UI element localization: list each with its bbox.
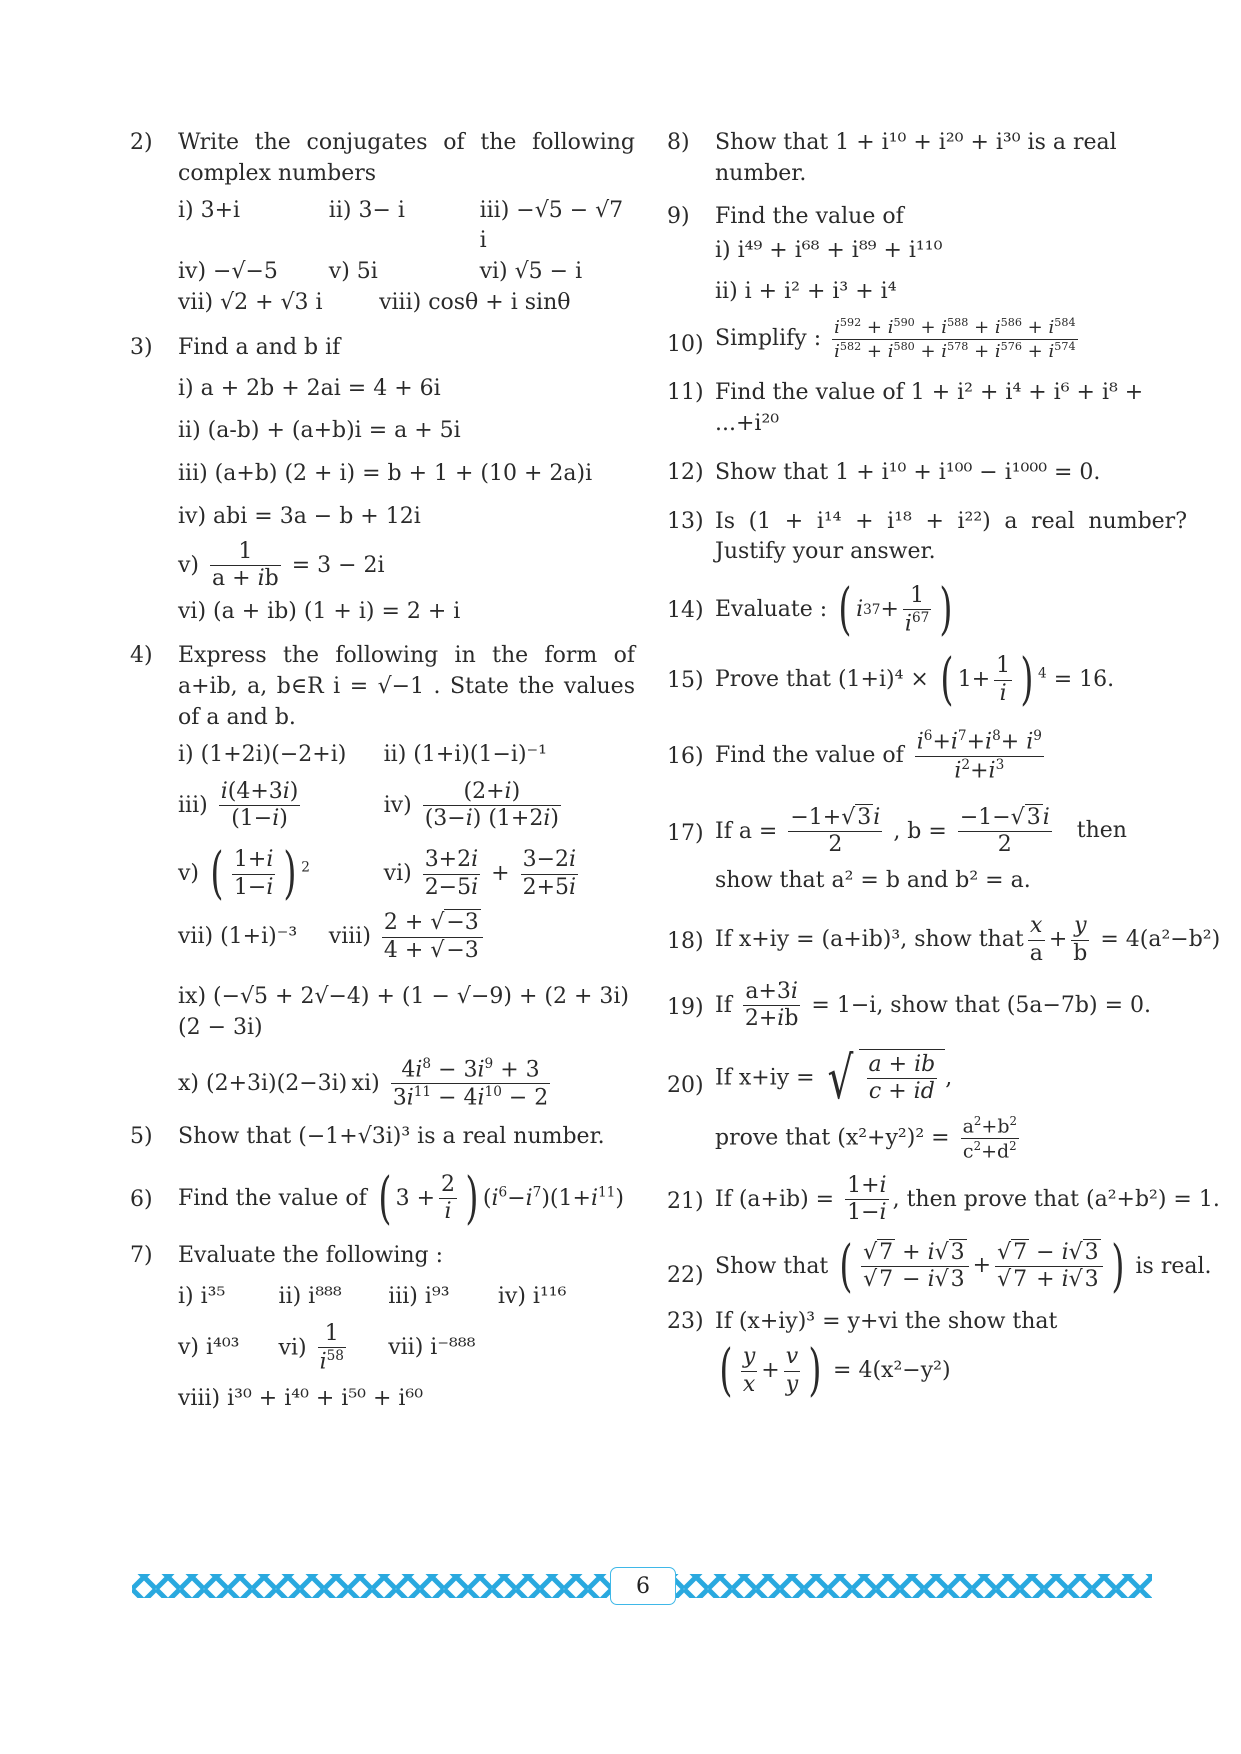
- question-text: Show that: [715, 1253, 829, 1279]
- fraction: $\frac{i^{592} + i^{590} + i^{588} + i^{586} + i^{584}}{i^{582} + i^{580} + i^{578} + i^{576} + i^{574}}$: [834, 315, 1076, 362]
- list-item: xi) $\frac{4i^8 - 3i^9 + 3}{3i^{11} - 4i^{10} - 2}$: [351, 1055, 549, 1111]
- question-text: Write the conjugates of the following complex numbers: [178, 130, 635, 186]
- question-number: 10): [667, 331, 704, 357]
- list-item: vii) √2 + √3 i: [178, 289, 323, 315]
- question-12: [667, 458, 1187, 489]
- question-body: If x+iy = (a+ib)³, show that $\frac{x}{a}$ + $\frac{y}{b}$ = 4(a²−b²): [715, 913, 1221, 966]
- square-root: √ $\frac{a + ib}{c + id}$: [822, 1049, 946, 1108]
- question-text: If a =: [715, 818, 778, 844]
- question-body: [715, 728, 1187, 784]
- question-number: 22): [667, 1262, 704, 1288]
- fraction: $\frac{y}{x}$: [742, 1344, 756, 1397]
- fraction: $\frac{(2+i)}{(3-i) (1+2i)}$: [424, 778, 559, 831]
- question-13: [667, 507, 1187, 569]
- list-item: vi) $\frac{1}{i^{58}}$: [278, 1320, 344, 1375]
- question-text: Show that 1 + i¹⁰ + i²⁰ + i³⁰ is a real number.: [715, 130, 1117, 186]
- question-number: 9): [667, 203, 690, 229]
- question-text: Find the value of: [178, 1185, 367, 1211]
- question-text: Express the following in the form of a+ib, a, b∈R i = √−1 . State the values of a and b.: [178, 643, 635, 730]
- question-text: Is (1 + i¹⁴ + i¹⁸ + i²²) a real number? Justify your answer.: [715, 508, 1187, 565]
- fraction: $\frac{a+3i}{2+ib}$: [744, 978, 799, 1032]
- list-item: ii) i + i² + i³ + i⁴: [715, 279, 897, 305]
- question-text: If (x+iy)³ = y+vi the show that: [715, 1308, 1058, 1334]
- fraction: $\frac{1}{i}$: [996, 653, 1011, 706]
- question-14: [667, 577, 1187, 643]
- question-number: 16): [667, 744, 704, 770]
- fraction: $\frac{y}{b}$: [1073, 913, 1088, 966]
- list-item: ix) (−√5 + 2√−4) + (1 − √−9) + (2 + 3i)(2 − 3i): [178, 984, 629, 1040]
- question-body: Show that ( $\frac{√7 + i√3}{√7 - i√3}$ + $\frac{√7 - i√3}{√7 + i√3}$ ) is real.: [715, 1233, 1212, 1299]
- question-21: [667, 1172, 1220, 1227]
- question-text: If (a+ib) =: [715, 1186, 835, 1212]
- fraction: $\frac{-1+√3i}{2}$: [790, 804, 881, 857]
- list-item: v) i⁴⁰³: [178, 1334, 240, 1360]
- list-item: viii) i³⁰ + i⁴⁰ + i⁵⁰ + i⁶⁰: [178, 1385, 424, 1411]
- list-item: vii) (1+i)⁻³: [178, 923, 298, 949]
- question-body: [715, 316, 1187, 362]
- fraction: $\frac{2}{i}$: [441, 1172, 456, 1225]
- fraction: $\frac{√7 + i√3}{√7 - i√3}$: [861, 1240, 969, 1294]
- question-text: If: [715, 992, 732, 1018]
- question-7: [130, 1241, 635, 1415]
- page-number: 6: [610, 1567, 676, 1605]
- question-number: 2): [130, 130, 153, 155]
- question-body: [715, 805, 1187, 859]
- left-column: [130, 128, 635, 1420]
- fraction: $\frac{v}{y}$: [785, 1344, 799, 1397]
- fraction: $\frac{x}{a}$: [1029, 913, 1043, 966]
- list-item: vi) √5 − i: [479, 259, 583, 285]
- list-item: vii) i⁻⁸⁸⁸: [388, 1334, 476, 1360]
- list-item: i) i⁴⁹ + i⁶⁸ + i⁸⁹ + i¹¹⁰: [715, 238, 943, 264]
- question-number: 11): [667, 380, 704, 406]
- list-item: i) (1+2i)(−2+i): [178, 741, 347, 767]
- conjugate-items: [178, 196, 635, 319]
- form-items-powers: [178, 841, 635, 907]
- fraction: $\frac{3+2i}{2-5i}$: [424, 847, 479, 900]
- question-5: [130, 1122, 635, 1153]
- list-item: i) 3+i: [178, 197, 241, 223]
- list-item: v) $\frac{1}{a + ib}$ = 3 − 2i: [178, 538, 385, 592]
- question-text: Find the value of 1 + i² + i⁴ + i⁶ + i⁸ + ...+i²⁰: [715, 380, 1144, 436]
- question-number: 15): [667, 668, 704, 694]
- equation-rhs: = 16.: [1053, 667, 1115, 693]
- question-2: [130, 128, 635, 319]
- question-19: [667, 979, 1187, 1033]
- equation-rhs: = 4(a²−b²): [1100, 927, 1221, 953]
- fraction: $\frac{√7 - i√3}{√7 + i√3}$: [995, 1240, 1103, 1294]
- question-body: Find the value of ( 3 + $\frac{2}{i}$ ) $(i^6-i^7)(1+i^{11})$: [178, 1165, 624, 1231]
- question-number: 12): [667, 459, 704, 485]
- question-number: 8): [667, 130, 690, 155]
- question-body: [715, 1114, 1187, 1163]
- question-text: Show that 1 + i¹⁰ + i¹⁰⁰ − i¹⁰⁰⁰ = 0.: [715, 459, 1101, 485]
- question-text: Prove that (1+i)⁴ ×: [715, 667, 929, 693]
- question-4: [130, 641, 635, 1112]
- question-number: 17): [667, 820, 704, 846]
- question-number: 23): [667, 1308, 704, 1334]
- question-number: 13): [667, 508, 704, 534]
- question-text: If x+iy =: [715, 1065, 815, 1091]
- question-body: [715, 979, 1187, 1033]
- fraction: $\frac{3-2i}{2+5i}$: [522, 847, 577, 900]
- question-number: 5): [130, 1124, 153, 1150]
- list-item: x) (2+3i)(2−3i): [178, 1070, 348, 1096]
- equation-rhs: = 1−i, show that (5a−7b) = 0.: [811, 992, 1151, 1018]
- fraction: $\frac{i^6+i^7+i^8+ i^9}{i^2+i^3}$: [916, 728, 1042, 784]
- fraction: $\frac{-1-√3i}{2}$: [959, 804, 1050, 857]
- equation-rhs: is real.: [1135, 1253, 1212, 1279]
- question-number: 21): [667, 1188, 704, 1214]
- question-10: [667, 316, 1187, 362]
- question-22: [667, 1233, 1212, 1299]
- list-item: ii) (1+i)(1−i)⁻¹: [383, 741, 547, 767]
- equation-rhs: , then prove that (a²+b²) = 1.: [892, 1186, 1220, 1212]
- list-item: iii) i⁹³: [388, 1283, 450, 1309]
- question-body: Prove that (1+i)⁴ × ( 1+ $\frac{1}{i}$ ) $^4$ = 16.: [715, 647, 1115, 713]
- list-item: iii) $\frac{i(4+3i)}{(1-i)}$: [178, 778, 299, 831]
- question-15: [667, 647, 1187, 713]
- question-number: 19): [667, 994, 704, 1020]
- question-text: Simplify :: [715, 326, 822, 352]
- question-number: 20): [667, 1072, 704, 1098]
- list-item: i) a + 2b + 2ai = 4 + 6i: [178, 375, 441, 401]
- question-18: [667, 913, 1221, 967]
- list-item: iv) −√−5: [178, 259, 278, 285]
- question-number: 14): [667, 598, 704, 624]
- list-item: ii) (a-b) + (a+b)i = a + 5i: [178, 418, 461, 444]
- equation-rhs: = 3 − 2i: [291, 552, 385, 578]
- question-body: If x+iy = √ $\frac{a + ib}{c + id}$ ,: [715, 1043, 953, 1112]
- question-number: 18): [667, 929, 704, 955]
- fraction: $\frac{4i^8 - 3i^9 + 3}{3i^{11} - 4i^{10} - 2}$: [392, 1055, 549, 1111]
- question-number: 7): [130, 1242, 153, 1268]
- fraction: $\frac{1+i}{1-i}$: [233, 847, 274, 900]
- question-text: Evaluate the following :: [178, 1242, 444, 1268]
- list-item: iv) abi = 3a − b + 12i: [178, 503, 421, 529]
- question-body: [715, 1172, 1220, 1227]
- question-number: 3): [130, 334, 153, 360]
- list-item: iv) $\frac{(2+i)}{(3-i) (1+2i)}$: [383, 778, 559, 831]
- list-item: iii) −√5 − √7 i: [479, 197, 624, 254]
- list-item: vi) $\frac{3+2i}{2-5i}$ + $\frac{3-2i}{2+5i}$: [383, 847, 577, 900]
- question-9: [667, 202, 1187, 308]
- question-20: [667, 1043, 1187, 1163]
- list-item: ii) i⁸⁸⁸: [278, 1283, 342, 1309]
- question-3: [130, 333, 635, 628]
- list-item: viii) $\frac{2 + √-3}{4 + √-3}$: [329, 910, 635, 964]
- question-16: [667, 728, 1187, 784]
- fraction: $\frac{1+i}{1-i}$: [847, 1172, 887, 1226]
- list-item: iii) (a+b) (2 + i) = b + 1 + (10 + 2a)i: [178, 461, 593, 487]
- question-text: If x+iy = (a+ib)³, show that: [715, 927, 1024, 953]
- list-item: ii) 3− i: [328, 197, 405, 223]
- fraction: $\frac{a^2+b^2}{c^2+d^2}$: [962, 1113, 1017, 1162]
- question-text: prove that (x²+y²)² =: [715, 1125, 950, 1151]
- question-text: Evaluate :: [715, 597, 828, 623]
- form-items-fractions: [178, 779, 635, 833]
- form-items-last: [178, 1056, 635, 1112]
- power-items: [178, 1282, 635, 1313]
- question-body: ( $\frac{y}{x}$ + $\frac{v}{y}$ ) = 4(x²−y²): [719, 1338, 951, 1404]
- list-item: i) i³⁵: [178, 1283, 226, 1309]
- question-body: Evaluate : ( i 37 + $\frac{1}{i^{67}}$ ): [715, 577, 953, 643]
- fraction: $\frac{2 + √-3}{4 + √-3}$: [382, 910, 483, 964]
- question-23: [667, 1307, 1187, 1404]
- list-item: v) ( $\frac{1+i}{1-i}$ ) $^2$: [178, 841, 310, 907]
- question-number: 6): [130, 1186, 153, 1212]
- question-11: [667, 378, 1187, 440]
- question-6: [130, 1165, 635, 1231]
- list-item: vi) (a + ib) (1 + i) = 2 + i: [178, 598, 461, 624]
- list-item: iv) i¹¹⁶: [497, 1283, 567, 1309]
- question-number: 4): [130, 643, 153, 669]
- question-17: [667, 805, 1187, 898]
- fraction: $\frac{i(4+3i)}{(1-i)}$: [220, 778, 299, 831]
- equation-rhs: = 4(x²−y²): [833, 1358, 951, 1384]
- question-text: , b =: [893, 818, 947, 844]
- fraction: $\frac{1}{a + ib}$: [212, 538, 279, 592]
- list-item: v) 5i: [328, 259, 378, 285]
- fraction: $\frac{a + ib}{c + id}$: [868, 1051, 936, 1105]
- fraction: $\frac{1}{i^{67}}$: [904, 582, 930, 637]
- question-text: Find the value of: [715, 203, 904, 229]
- power-items-2: [178, 1321, 635, 1376]
- question-text: show that a² = b and b² = a.: [715, 868, 1031, 894]
- page-footer: [132, 1565, 1152, 1607]
- form-items-roots: [178, 910, 635, 964]
- form-items: [178, 740, 635, 771]
- question-text: then: [1076, 818, 1127, 844]
- right-column: [667, 128, 1221, 1405]
- fraction: $\frac{1}{i^{58}}$: [319, 1320, 344, 1375]
- list-item: viii) cosθ + i sinθ: [379, 289, 571, 315]
- question-8: [667, 128, 1187, 190]
- question-text: Find the value of: [715, 743, 904, 769]
- question-text: Find a and b if: [178, 334, 341, 360]
- question-text: Show that (−1+√3i)³ is a real number.: [178, 1124, 605, 1150]
